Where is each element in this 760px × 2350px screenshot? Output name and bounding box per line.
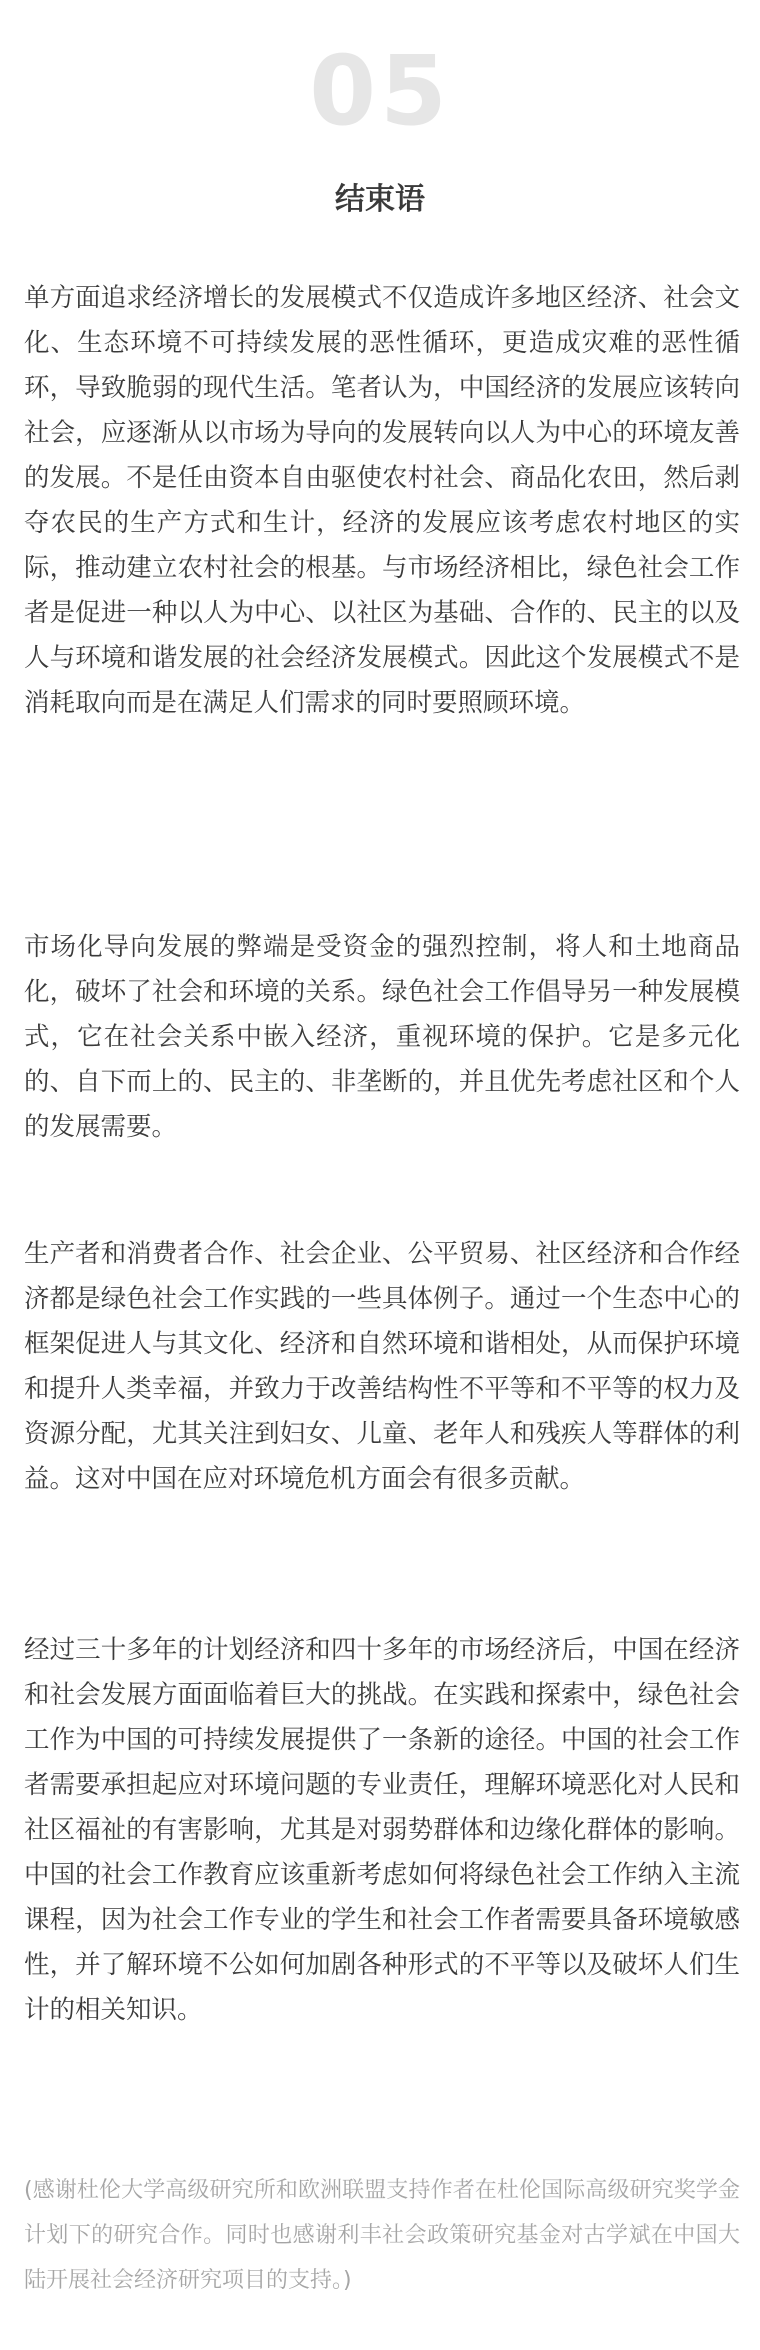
acknowledgement-note: (感谢杜伦大学高级研究所和欧洲联盟支持作者在杜伦国际高级研究奖学金计划下的研究合作。同时也感谢利丰社会政策研究基金对古学斌在中国大陆开展社会经济研究项目的支持。) bbox=[24, 2178, 740, 2293]
section-title: 结束语 bbox=[335, 182, 425, 217]
paragraph-1: 单方面追求经济增长的发展模式不仅造成许多地区经济、社会文化、生态环境不可持续发展的恶性循环，更造成灾难的恶性循环，导致脆弱的现代生活。笔者认为，中国经济的发展应该转向社会，应逐渐从以市场为导向的发展转向以人为中心的环境友善的发展。不是任由资本自由驱使农村社会、商品化农田，然后剥夺农民的生产方式和生计，经济的发展应该考虑农村地区的实际，推动建立农村社会的根基。与市场经济相比，绿色社会工作者是促进一种以人为中心、以社区为基础、合作的、民主的以及人与环境和谐发展的社会经济发展模式。因此这个发展模式不是消耗取向而是在满足人们需求的同时要照顾环境。 bbox=[24, 283, 740, 718]
paragraph-4: 经过三十多年的计划经济和四十多年的市场经济后，中国在经济和社会发展方面面临着巨大的挑战。在实践和探索中，绿色社会工作为中国的可持续发展提供了一条新的途径。中国的社会工作者需要承担起应对环境问题的专业责任，理解环境恶化对人民和社区福祉的有害影响，尤其是对弱势群体和边缘化群体的影响。中国的社会工作教育应该重新考虑如何将绿色社会工作纳入主流课程，因为社会工作专业的学生和社会工作者需要具备环境敏感性，并了解环境不公如何加剧各种形式的不平等以及破坏人们生计的相关知识。 bbox=[24, 1635, 740, 2025]
paragraph-3: 生产者和消费者合作、社会企业、公平贸易、社区经济和合作经济都是绿色社会工作实践的一些具体例子。通过一个生态中心的框架促进人与其文化、经济和自然环境和谐相处，从而保护环境和提升人类幸福，并致力于改善结构性不平等和不平等的权力及资源分配，尤其关注到妇女、儿童、老年人和残疾人等群体的利益。这对中国在应对环境危机方面会有很多贡献。 bbox=[24, 1239, 740, 1494]
paragraph-2: 市场化导向发展的弊端是受资金的强烈控制，将人和土地商品化，破坏了社会和环境的关系。绿色社会工作倡导另一种发展模式，它在社会关系中嵌入经济，重视环境的保护。它是多元化的、自下而上的、民主的、非垄断的，并且优先考虑社区和个人的发展需要。 bbox=[24, 932, 740, 1142]
section-number: 05 bbox=[309, 35, 451, 147]
